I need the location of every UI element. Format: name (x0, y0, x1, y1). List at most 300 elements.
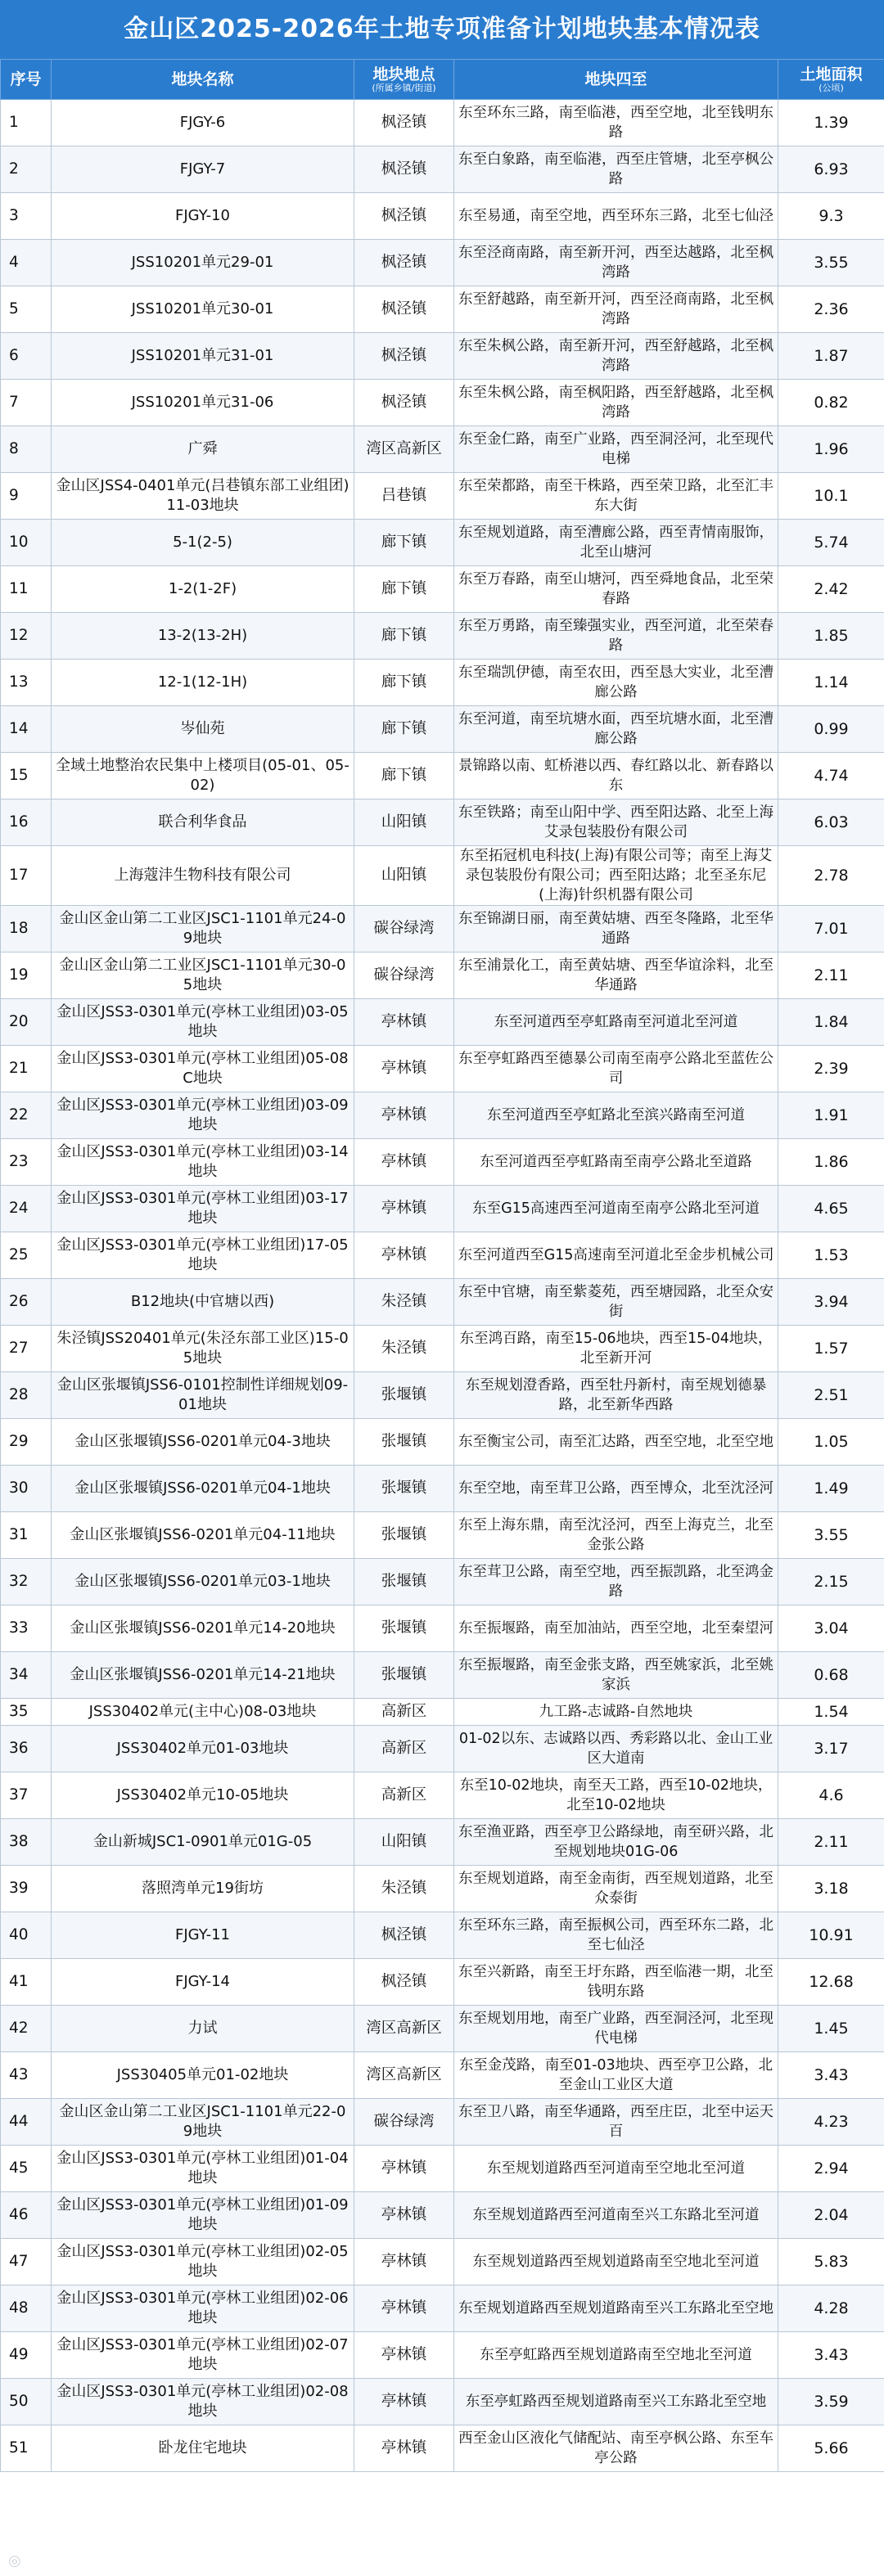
row-name: 金山区张堰镇JSS6-0201单元03-1地块 (52, 1559, 354, 1605)
row-area: 1.14 (778, 660, 884, 706)
row-location: 高新区 (354, 1726, 454, 1772)
row-boundary: 东至规划澄香路，西至牡丹新村，南至规划德暴路，北至新华西路 (454, 1372, 778, 1419)
row-seq: 20 (1, 999, 52, 1046)
row-location: 碳谷绿湾 (354, 2099, 454, 2146)
row-seq: 34 (1, 1652, 52, 1699)
row-name: 金山区JSS3-0301单元(亭林工业组团)03-14地块 (52, 1139, 354, 1186)
table-row (1, 1605, 884, 1652)
row-location: 亭林镇 (354, 1092, 454, 1139)
row-area: 3.04 (778, 1605, 884, 1652)
row-area: 1.96 (778, 426, 884, 473)
row-seq: 21 (1, 1046, 52, 1092)
row-area: 1.85 (778, 613, 884, 660)
table-row (1, 1652, 884, 1699)
row-name: 金山区张堰镇JSS6-0201单元04-1地块 (52, 1466, 354, 1512)
row-seq: 15 (1, 753, 52, 799)
header-location-label: 地块地点 (372, 65, 435, 83)
row-seq: 30 (1, 1466, 52, 1512)
row-area: 2.94 (778, 2146, 884, 2192)
row-location: 廊下镇 (354, 660, 454, 706)
row-name: JSS10201单元31-06 (52, 380, 354, 426)
row-name: FJGY-14 (52, 1959, 354, 2006)
row-seq: 22 (1, 1092, 52, 1139)
row-location: 山阳镇 (354, 846, 454, 906)
row-seq: 7 (1, 380, 52, 426)
row-location: 湾区高新区 (354, 426, 454, 473)
table-row (1, 1372, 884, 1419)
table-header (1, 60, 884, 100)
table-row (1, 1959, 884, 2006)
row-name: 力试 (52, 2006, 354, 2052)
row-seq: 37 (1, 1772, 52, 1819)
table-row (1, 2006, 884, 2052)
row-location: 张堰镇 (354, 1559, 454, 1605)
row-location: 朱泾镇 (354, 1279, 454, 1326)
row-seq: 27 (1, 1326, 52, 1372)
table-row (1, 1772, 884, 1819)
row-name: JSS10201单元31-01 (52, 333, 354, 380)
row-boundary: 东至易通，南至空地，西至环东三路，北至七仙泾 (454, 193, 778, 240)
table-row (1, 520, 884, 566)
table-row (1, 1232, 884, 1279)
row-location: 枫泾镇 (354, 286, 454, 333)
row-seq: 14 (1, 706, 52, 753)
row-boundary: 东至振堰路，南至金张支路，西至姚家浜，北至姚家浜 (454, 1652, 778, 1699)
row-boundary: 东至拓冠机电科技(上海)有限公司等；南至上海艾录包装股份有限公司；西至阳达路；北至圣东尼(上海)针织机器有限公司 (454, 846, 778, 906)
row-area: 3.59 (778, 2379, 884, 2425)
row-location: 亭林镇 (354, 2192, 454, 2239)
table-row (1, 1699, 884, 1726)
row-name: 金山区张堰镇JSS6-0201单元14-21地块 (52, 1652, 354, 1699)
table-row (1, 426, 884, 473)
table-row (1, 2332, 884, 2379)
row-boundary: 东至规划道路西至规划道路南至兴工东路北至空地 (454, 2286, 778, 2332)
row-area: 1.39 (778, 100, 884, 146)
row-seq: 6 (1, 333, 52, 380)
row-area: 2.11 (778, 1819, 884, 1866)
row-name: 卧龙住宅地块 (52, 2425, 354, 2472)
row-boundary: 东至金仁路，南至广业路，西至洞泾河，北至现代电梯 (454, 426, 778, 473)
row-location: 山阳镇 (354, 799, 454, 846)
row-location: 张堰镇 (354, 1652, 454, 1699)
row-boundary: 东至亭虹路西至规划道路南至兴工东路北至空地 (454, 2379, 778, 2425)
header-area-label: 土地面积 (800, 65, 863, 83)
row-name: FJGY-11 (52, 1912, 354, 1959)
row-name: 金山区张堰镇JSS6-0201单元14-20地块 (52, 1605, 354, 1652)
row-name: 金山区金山第二工业区JSC1-1101单元30-05地块 (52, 952, 354, 999)
row-seq: 18 (1, 906, 52, 952)
row-seq: 13 (1, 660, 52, 706)
row-area: 2.11 (778, 952, 884, 999)
row-boundary: 东至规划道路，南至漕廊公路，西至青情南服饰，北至山塘河 (454, 520, 778, 566)
row-area: 3.55 (778, 1512, 884, 1559)
row-area: 1.57 (778, 1326, 884, 1372)
row-name: 5-1(2-5) (52, 520, 354, 566)
row-boundary: 东至环东三路，南至临港，西至空地，北至钱明东路 (454, 100, 778, 146)
row-location: 湾区高新区 (354, 2052, 454, 2099)
table-row (1, 1726, 884, 1772)
row-area: 3.43 (778, 2052, 884, 2099)
table-row (1, 2286, 884, 2332)
table-row (1, 1139, 884, 1186)
row-name: JSS30402单元10-05地块 (52, 1772, 354, 1819)
row-name: JSS10201单元30-01 (52, 286, 354, 333)
row-boundary: 东至河道西至亭虹路北至滨兴路南至河道 (454, 1092, 778, 1139)
row-area: 5.66 (778, 2425, 884, 2472)
row-seq: 48 (1, 2286, 52, 2332)
row-name: 1-2(1-2F) (52, 566, 354, 613)
row-seq: 42 (1, 2006, 52, 2052)
table-row (1, 473, 884, 520)
row-boundary: 东至瑞凯伊德，南至农田，西至恳大实业，北至漕廊公路 (454, 660, 778, 706)
row-boundary: 东至10-02地块，南至天工路，西至10-02地块，北至10-02地块 (454, 1772, 778, 1819)
row-location: 廊下镇 (354, 613, 454, 660)
row-area: 0.99 (778, 706, 884, 753)
row-boundary: 东至规划道路，南至金南街，西至规划道路，北至众泰街 (454, 1866, 778, 1912)
table-row (1, 753, 884, 799)
header-area (778, 60, 884, 100)
table-row (1, 146, 884, 193)
table-row (1, 1046, 884, 1092)
row-area: 1.91 (778, 1092, 884, 1139)
row-boundary: 东至卫八路，南至华通路，西至庄臣，北至中运天百 (454, 2099, 778, 2146)
table-row (1, 1559, 884, 1605)
row-location: 亭林镇 (354, 1139, 454, 1186)
row-location: 亭林镇 (354, 2286, 454, 2332)
row-area: 2.36 (778, 286, 884, 333)
table-row (1, 240, 884, 286)
row-name: 金山区张堰镇JSS6-0201单元04-3地块 (52, 1419, 354, 1466)
row-boundary: 东至亭虹路西至规划道路南至空地北至河道 (454, 2332, 778, 2379)
row-name: JSS30402单元01-03地块 (52, 1726, 354, 1772)
row-location: 张堰镇 (354, 1512, 454, 1559)
row-location: 亭林镇 (354, 2425, 454, 2472)
table-row (1, 333, 884, 380)
row-name: JSS30402单元(主中心)08-03地块 (52, 1699, 354, 1726)
table-row (1, 1419, 884, 1466)
row-seq: 36 (1, 1726, 52, 1772)
table-row (1, 799, 884, 846)
table-row (1, 1866, 884, 1912)
row-location: 枫泾镇 (354, 333, 454, 380)
table-row (1, 1512, 884, 1559)
row-location: 枫泾镇 (354, 1959, 454, 2006)
table-row (1, 2379, 884, 2425)
row-seq: 28 (1, 1372, 52, 1419)
header-location-sub: (所属乡镇/街道) (372, 82, 436, 93)
row-area: 5.74 (778, 520, 884, 566)
row-name: 金山区JSS4-0401单元(吕巷镇东部工业组团)11-03地块 (52, 473, 354, 520)
table-row (1, 380, 884, 426)
row-area: 4.28 (778, 2286, 884, 2332)
row-seq: 39 (1, 1866, 52, 1912)
row-boundary: 东至朱枫公路，南至枫阳路，西至舒越路，北至枫湾路 (454, 380, 778, 426)
row-seq: 2 (1, 146, 52, 193)
row-location: 亭林镇 (354, 2146, 454, 2192)
row-boundary: 东至兴新路，南至王圩东路，西至临港一期，北至钱明东路 (454, 1959, 778, 2006)
row-area: 5.83 (778, 2239, 884, 2286)
row-location: 枫泾镇 (354, 240, 454, 286)
row-boundary: 景锦路以南、虹桥港以西、春红路以北、新春路以东 (454, 753, 778, 799)
row-boundary: 东至万春路，南至山塘河，西至舜地食品，北至荣春路 (454, 566, 778, 613)
row-seq: 31 (1, 1512, 52, 1559)
row-area: 1.87 (778, 333, 884, 380)
row-location: 枫泾镇 (354, 146, 454, 193)
row-name: JSS30405单元01-02地块 (52, 2052, 354, 2099)
table-row (1, 566, 884, 613)
row-location: 亭林镇 (354, 2239, 454, 2286)
row-boundary: 九工路-志诚路-自然地块 (454, 1699, 778, 1726)
row-name: B12地块(中官塘以西) (52, 1279, 354, 1326)
row-name: 金山区JSS3-0301单元(亭林工业组团)02-08地块 (52, 2379, 354, 2425)
row-seq: 47 (1, 2239, 52, 2286)
row-seq: 9 (1, 473, 52, 520)
row-boundary: 东至河道西至亭虹路南至河道北至河道 (454, 999, 778, 1046)
table-row (1, 1912, 884, 1959)
row-location: 亭林镇 (354, 1046, 454, 1092)
row-location: 枫泾镇 (354, 100, 454, 146)
row-area: 1.45 (778, 2006, 884, 2052)
row-name: 岑仙苑 (52, 706, 354, 753)
table-row (1, 952, 884, 999)
header-location (354, 60, 454, 100)
row-boundary: 东至衡宝公司，南至汇达路，西至空地，北至空地 (454, 1419, 778, 1466)
table-row (1, 1186, 884, 1232)
row-seq: 51 (1, 2425, 52, 2472)
row-location: 张堰镇 (354, 1419, 454, 1466)
row-location: 枫泾镇 (354, 193, 454, 240)
row-area: 4.74 (778, 753, 884, 799)
row-location: 高新区 (354, 1772, 454, 1819)
row-name: 全域土地整治农民集中上楼项目(05-01、05-02) (52, 753, 354, 799)
row-location: 吕巷镇 (354, 473, 454, 520)
row-location: 亭林镇 (354, 2332, 454, 2379)
row-boundary: 东至锦湖日丽，南至黄姑塘、西至冬隆路，北至华通路 (454, 906, 778, 952)
row-seq: 24 (1, 1186, 52, 1232)
row-name: 金山区张堰镇JSS6-0201单元04-11地块 (52, 1512, 354, 1559)
table-row (1, 1466, 884, 1512)
row-area: 6.93 (778, 146, 884, 193)
table-row (1, 286, 884, 333)
row-area: 1.49 (778, 1466, 884, 1512)
row-seq: 29 (1, 1419, 52, 1466)
row-boundary: 东至白象路，南至临港，西至庄管塘，北至亭枫公路 (454, 146, 778, 193)
row-boundary: 东至规划道路西至规划道路南至空地北至河道 (454, 2239, 778, 2286)
row-location: 枫泾镇 (354, 380, 454, 426)
header-name: 地块名称 (52, 60, 354, 100)
row-boundary: 东至舒越路，南至新开河，西至泾商南路，北至枫湾路 (454, 286, 778, 333)
row-seq: 25 (1, 1232, 52, 1279)
row-name: 联合利华食品 (52, 799, 354, 846)
row-boundary: 东至中官塘，南至紫菱苑，西至塘园路，北至众安街 (454, 1279, 778, 1326)
row-boundary: 东至渔亚路，西至亭卫公路绿地，南至研兴路，北至规划地块01G-06 (454, 1819, 778, 1866)
table-row (1, 1279, 884, 1326)
row-area: 2.78 (778, 846, 884, 906)
row-location: 张堰镇 (354, 1466, 454, 1512)
row-name: 上海蔻沣生物科技有限公司 (52, 846, 354, 906)
row-location: 湾区高新区 (354, 2006, 454, 2052)
row-name: JSS10201单元29-01 (52, 240, 354, 286)
table-row (1, 613, 884, 660)
header-boundary: 地块四至 (454, 60, 778, 100)
row-name: 金山区JSS3-0301单元(亭林工业组团)03-05地块 (52, 999, 354, 1046)
table-row (1, 660, 884, 706)
land-plot-table (0, 59, 884, 2472)
row-boundary: 西至金山区液化气储配站、南至亭枫公路、东至车亭公路 (454, 2425, 778, 2472)
table-row (1, 999, 884, 1046)
row-boundary: 东至金茂路，南至01-03地块、西至亭卫公路，北至金山工业区大道 (454, 2052, 778, 2099)
row-area: 10.91 (778, 1912, 884, 1959)
row-name: 金山区JSS3-0301单元(亭林工业组团)03-09地块 (52, 1092, 354, 1139)
row-location: 山阳镇 (354, 1819, 454, 1866)
row-boundary: 东至规划道路西至河道南至空地北至河道 (454, 2146, 778, 2192)
row-area: 6.03 (778, 799, 884, 846)
row-seq: 3 (1, 193, 52, 240)
row-location: 张堰镇 (354, 1372, 454, 1419)
row-location: 枫泾镇 (354, 1912, 454, 1959)
row-seq: 12 (1, 613, 52, 660)
row-seq: 8 (1, 426, 52, 473)
row-area: 1.84 (778, 999, 884, 1046)
row-name: 金山区JSS3-0301单元(亭林工业组团)05-08C地块 (52, 1046, 354, 1092)
header-area-unit: (公顷) (819, 82, 844, 93)
table-row (1, 706, 884, 753)
row-location: 亭林镇 (354, 2379, 454, 2425)
row-area: 2.42 (778, 566, 884, 613)
row-name: 金山区JSS3-0301单元(亭林工业组团)01-09地块 (52, 2192, 354, 2239)
row-location: 朱泾镇 (354, 1326, 454, 1372)
row-seq: 41 (1, 1959, 52, 2006)
row-area: 1.53 (778, 1232, 884, 1279)
row-location: 廊下镇 (354, 566, 454, 613)
row-seq: 44 (1, 2099, 52, 2146)
row-area: 2.04 (778, 2192, 884, 2239)
row-seq: 50 (1, 2379, 52, 2425)
row-area: 1.05 (778, 1419, 884, 1466)
row-boundary: 东至茸卫公路，南至空地，西至振凯路，北至鸿金路 (454, 1559, 778, 1605)
row-boundary: 东至环东三路，南至振枫公司，西至环东二路，北至七仙泾 (454, 1912, 778, 1959)
row-area: 2.39 (778, 1046, 884, 1092)
row-location: 廊下镇 (354, 520, 454, 566)
row-seq: 5 (1, 286, 52, 333)
row-seq: 1 (1, 100, 52, 146)
header-seq: 序号 (1, 60, 52, 100)
row-name: 广舜 (52, 426, 354, 473)
table-row (1, 2052, 884, 2099)
row-area: 4.23 (778, 2099, 884, 2146)
row-name: FJGY-6 (52, 100, 354, 146)
watermark-logo: ◎ (8, 2552, 21, 2569)
row-boundary: 东至泾商南路，南至新开河，西至达越路，北至枫湾路 (454, 240, 778, 286)
row-boundary: 东至铁路；南至山阳中学、西至阳达路、北至上海艾录包装股份有限公司 (454, 799, 778, 846)
table-row (1, 1326, 884, 1372)
row-seq: 46 (1, 2192, 52, 2239)
row-name: 金山区JSS3-0301单元(亭林工业组团)01-04地块 (52, 2146, 354, 2192)
row-boundary: 东至浦景化工，南至黄姑塘、西至华谊涂料，北至华通路 (454, 952, 778, 999)
row-boundary: 东至鸿百路，南至15-06地块，西至15-04地块，北至新开河 (454, 1326, 778, 1372)
table-title: 金山区2025-2026年土地专项准备计划地块基本情况表 (0, 0, 884, 59)
row-location: 亭林镇 (354, 1232, 454, 1279)
table-row (1, 2192, 884, 2239)
table-row (1, 1092, 884, 1139)
row-name: 金山区张堰镇JSS6-0101控制性详细规划09-01地块 (52, 1372, 354, 1419)
row-seq: 38 (1, 1819, 52, 1866)
table-row (1, 193, 884, 240)
row-seq: 40 (1, 1912, 52, 1959)
row-boundary: 东至规划道路西至河道南至兴工东路北至河道 (454, 2192, 778, 2239)
row-area: 4.6 (778, 1772, 884, 1819)
row-name: 朱泾镇JSS20401单元(朱泾东部工业区)15-05地块 (52, 1326, 354, 1372)
table-row (1, 2239, 884, 2286)
row-name: 金山新城JSC1-0901单元01G-05 (52, 1819, 354, 1866)
row-boundary: 东至G15高速西至河道南至南亭公路北至河道 (454, 1186, 778, 1232)
row-boundary: 东至荣都路，南至干株路，西至荣卫路，北至汇丰东大街 (454, 473, 778, 520)
row-area: 12.68 (778, 1959, 884, 2006)
row-boundary: 东至河道西至G15高速南至河道北至金步机械公司 (454, 1232, 778, 1279)
row-area: 10.1 (778, 473, 884, 520)
row-location: 张堰镇 (354, 1605, 454, 1652)
row-seq: 16 (1, 799, 52, 846)
row-area: 3.18 (778, 1866, 884, 1912)
row-name: 金山区JSS3-0301单元(亭林工业组团)02-07地块 (52, 2332, 354, 2379)
row-seq: 45 (1, 2146, 52, 2192)
row-location: 高新区 (354, 1699, 454, 1726)
row-area: 1.54 (778, 1699, 884, 1726)
row-seq: 49 (1, 2332, 52, 2379)
row-boundary: 东至规划用地，南至广业路，西至洞泾河，北至现代电梯 (454, 2006, 778, 2052)
table-row (1, 100, 884, 146)
row-name: 金山区JSS3-0301单元(亭林工业组团)03-17地块 (52, 1186, 354, 1232)
row-area: 0.68 (778, 1652, 884, 1699)
row-location: 碳谷绿湾 (354, 952, 454, 999)
row-seq: 4 (1, 240, 52, 286)
row-name: 金山区JSS3-0301单元(亭林工业组团)02-05地块 (52, 2239, 354, 2286)
row-area: 3.94 (778, 1279, 884, 1326)
row-seq: 23 (1, 1139, 52, 1186)
row-boundary: 东至朱枫公路，南至新开河，西至舒越路，北至枫湾路 (454, 333, 778, 380)
row-location: 朱泾镇 (354, 1866, 454, 1912)
row-seq: 17 (1, 846, 52, 906)
row-seq: 19 (1, 952, 52, 999)
row-boundary: 东至河道，南至坑塘水面，西至坑塘水面，北至漕廊公路 (454, 706, 778, 753)
row-seq: 26 (1, 1279, 52, 1326)
row-name: 12-1(12-1H) (52, 660, 354, 706)
row-location: 廊下镇 (354, 753, 454, 799)
row-name: 金山区金山第二工业区JSC1-1101单元22-09地块 (52, 2099, 354, 2146)
row-name: FJGY-7 (52, 146, 354, 193)
table-row (1, 2425, 884, 2472)
table-row (1, 906, 884, 952)
row-location: 廊下镇 (354, 706, 454, 753)
row-boundary: 东至空地，南至茸卫公路，西至博众，北至沈泾河 (454, 1466, 778, 1512)
row-location: 亭林镇 (354, 999, 454, 1046)
row-area: 2.15 (778, 1559, 884, 1605)
row-area: 3.43 (778, 2332, 884, 2379)
row-name: 落照湾单元19街坊 (52, 1866, 354, 1912)
row-name: 13-2(13-2H) (52, 613, 354, 660)
row-seq: 35 (1, 1699, 52, 1726)
row-area: 3.55 (778, 240, 884, 286)
row-boundary: 东至振堰路，南至加油站，西至空地，北至秦望河 (454, 1605, 778, 1652)
row-area: 7.01 (778, 906, 884, 952)
row-boundary: 东至上海东鼎，南至沈泾河，西至上海克兰，北至金张公路 (454, 1512, 778, 1559)
row-seq: 43 (1, 2052, 52, 2099)
row-seq: 33 (1, 1605, 52, 1652)
row-name: 金山区JSS3-0301单元(亭林工业组团)02-06地块 (52, 2286, 354, 2332)
row-area: 3.17 (778, 1726, 884, 1772)
table-row (1, 846, 884, 906)
row-area: 1.86 (778, 1139, 884, 1186)
